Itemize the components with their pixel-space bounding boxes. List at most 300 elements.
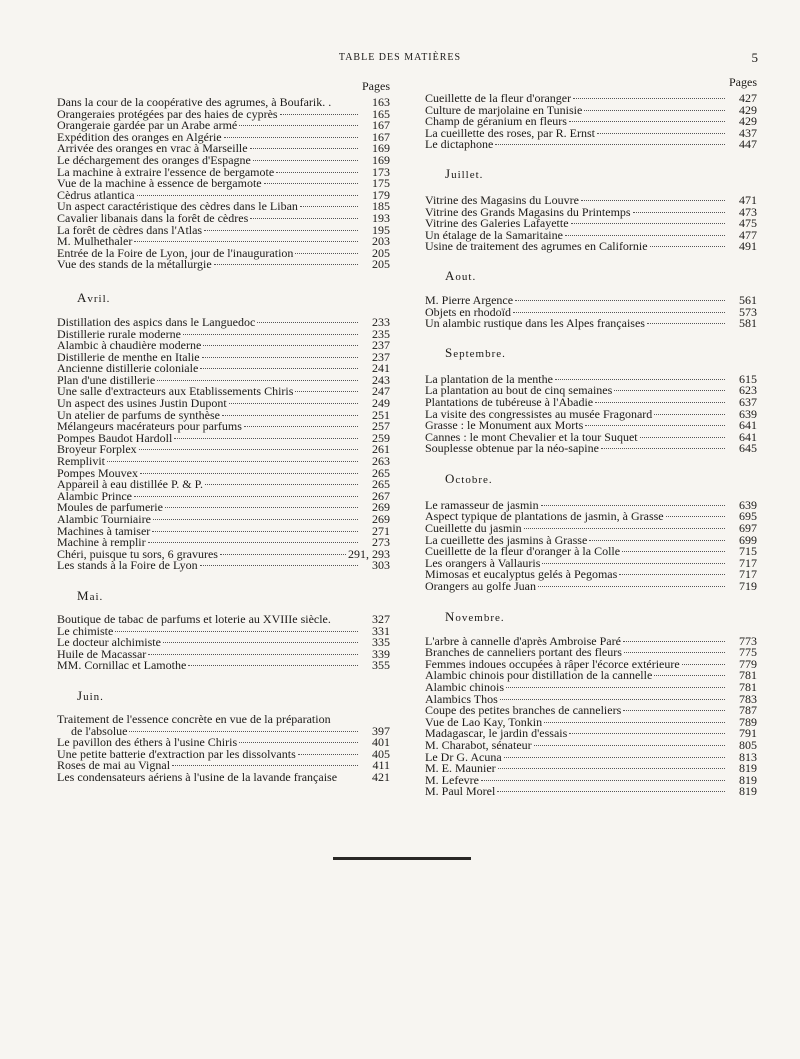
entry-title: Vue de Lao Kay, Tonkin [425,714,543,729]
dot-leader [581,200,725,201]
dot-leader [250,218,358,219]
entry-title: M. Paul Morel [425,784,496,799]
entry-title: Branches de canneliers portant des fleurs [425,645,622,660]
dot-leader [513,312,725,313]
entry-title: Culture de marjolaine en Tunisie [425,102,583,117]
dot-leader [666,516,725,517]
entry-page-number: 233 [372,314,390,329]
entry-title: Boutique de tabac de parfums et loterie au XVIIIe siècle. [57,611,331,626]
page-number: 5 [751,50,758,65]
entry-title: Femmes indoues occupées à râper l'écorce extérieure [425,656,680,671]
dot-leader [534,745,725,746]
dot-leader [571,223,725,224]
entry-page-number: 303 [372,558,390,573]
dot-leader [481,780,725,781]
dot-leader [654,414,725,415]
dot-leader [633,212,725,213]
dot-leader [585,425,725,426]
dot-leader [183,334,358,335]
entry-title: Champ de géranium en fleurs [425,114,567,129]
dot-leader [276,172,358,173]
dot-leader [157,380,358,381]
dot-leader [640,437,725,438]
toc-entry [57,769,390,784]
dot-leader [205,484,358,485]
entry-page-number: 429 [739,114,757,129]
dot-leader [498,768,725,769]
entry-page-number: 193 [372,210,390,225]
entry-page-number: 615 [739,371,757,386]
entry-title: Les orangers à Vallauris [425,555,541,570]
entry-title: Chéri, puisque tu sors, 6 gravures [57,546,218,561]
entry-title: Distillerie rurale moderne [57,326,181,341]
dot-leader [137,195,358,196]
entry-page-number: 421 [372,769,390,784]
entry-page-number: 791 [739,726,757,741]
dot-leader [614,390,725,391]
entry-page-number: 327 [372,611,390,626]
dot-leader [172,765,358,766]
dot-leader [200,368,358,369]
entry-title: Une salle d'extracteurs aux Etablissements Chiris [57,384,294,399]
entry-page-number: 405 [372,746,390,761]
entry-title: Ancienne distillerie coloniale [57,361,199,376]
entry-title: Alambics Thos [425,691,498,706]
entry-page-number: 205 [372,245,390,260]
dot-leader [544,722,725,723]
entry-title: Remplivit [57,454,105,469]
dot-leader [298,754,358,755]
dot-leader [222,415,358,416]
entry-page-number: 185 [372,199,390,214]
dot-leader [188,665,358,666]
entry-title: La forêt de cèdres dans l'Atlas [57,222,203,237]
month-heading-juillet: Juillet. [445,165,484,181]
dot-leader [524,528,725,529]
entry-title: Broyeur Forplex [57,442,137,457]
entry-page-number: 237 [372,349,390,364]
entry-title: de l'absolue [71,723,128,738]
entry-title: Orangeraies protégées par des haies de cyprès [57,106,278,121]
dot-leader [250,148,358,149]
entry-title: Objets en rhodoïd [425,304,511,319]
entry-page-number: 175 [372,176,390,191]
entry-title: Un alambic rustique dans les Alpes françaises [425,316,645,331]
entry-title: Les condensateurs aériens à l'usine de la lavande française [57,769,338,784]
entry-title: Le dictaphone [425,137,494,152]
entry-page-number: 259 [372,430,390,445]
toc-entry [57,660,390,672]
entry-title: Vitrine des Magasins du Louvre [425,192,579,207]
dot-leader [504,757,725,758]
section-intro [57,97,390,271]
dot-leader [569,121,725,122]
month-heading-novembre: Novembre. [445,608,505,624]
entry-title: Souplesse obtenue par la néo-sapine [425,441,599,456]
month-heading-mai: Mai. [77,587,104,603]
entry-title: Les stands à la Foire de Lyon [57,558,198,573]
entry-title: M. Charabot, sénateur [425,737,532,752]
dot-leader [555,379,725,380]
entry-page-number: 237 [372,338,390,353]
dot-leader [624,652,725,653]
entry-title: Vue de la machine à essence de bergamote [57,176,262,191]
dot-leader [174,438,358,439]
entry-page-number: 813 [739,749,757,764]
entry-title: Un atelier de parfums de synthèse [57,407,220,422]
entry-page-number: 623 [739,383,757,398]
dot-leader [153,519,358,520]
entry-title: La machine à extraire l'essence de bergamote [57,164,275,179]
entry-title: Un étalage de la Samaritaine [425,227,563,242]
dot-leader [220,554,346,555]
entry-page-number: 637 [739,394,757,409]
section-aout [425,292,757,331]
dot-leader [573,98,725,99]
section-intro [425,93,757,151]
entry-page-number: 165 [372,106,390,121]
entry-page-number: 819 [739,772,757,787]
entry-page-number: 261 [372,442,390,457]
dot-leader [107,461,358,462]
entry-title: Mélangeurs macérateurs pour parfums [57,419,242,434]
toc-entry [425,443,757,455]
entry-title: L'arbre à cannelle d'après Ambroise Paré [425,633,621,648]
dot-leader [495,144,725,145]
entry-title: Alambic chinois pour distillation de la cannelle [425,668,653,683]
entry-page-number: 779 [739,656,757,671]
entry-title: Entrée de la Foire de Lyon, jour de l'inauguration [57,245,294,260]
entry-title: Le docteur alchimiste [57,635,161,650]
entry-page-number: 427 [739,91,757,105]
entry-page-number: 773 [739,633,757,648]
entry-page-number: 339 [372,646,390,661]
left-column [57,80,390,784]
pages-heading: Pages [729,75,757,89]
dot-leader [647,323,725,324]
entry-title: Pompes Mouvex [57,465,138,480]
entry-title: Coupe des petites branches de canneliers [425,703,622,718]
entry-title: Le pavillon des éthers à l'usine Chiris [57,735,238,750]
entry-page-number: 167 [372,118,390,133]
entry-page-number: 265 [372,465,390,480]
entry-page-number: 781 [739,680,757,694]
entry-page-number: 291, 293 [348,546,390,561]
dot-leader [203,345,358,346]
dot-leader [623,641,725,642]
dot-leader [300,206,358,207]
running-title: TABLE DES MATIÈRES [338,52,462,63]
entry-title: Huile de Macassar [57,646,147,661]
dot-leader [589,540,725,541]
entry-page-number: 783 [739,691,757,706]
dot-leader [202,357,358,358]
section-octobre [425,497,757,594]
entry-page-number: 169 [372,152,390,167]
dot-leader [264,183,358,184]
entry-page-number: 471 [739,192,757,207]
entry-page-number: 805 [739,737,757,752]
month-heading-septembre: Septembre. [445,344,506,360]
dot-leader [622,551,725,552]
entry-title: Une petite batterie d'extraction par les dissolvants [57,746,296,761]
entry-title: Vitrine des Grands Magasins du Printemps [425,204,631,219]
entry-page-number: 447 [739,137,757,152]
entry-page-number: 775 [739,645,757,660]
entry-title: Le déchargement des oranges d'Espagne [57,152,251,167]
entry-page-number: 397 [372,723,390,738]
dot-leader [129,731,358,732]
dot-leader [244,426,358,427]
dot-leader [257,322,358,323]
entry-page-number: 717 [739,555,757,570]
dot-leader [295,391,358,392]
entry-title: Dans la cour de la coopérative des agrumes, à Boufarik. . [57,95,332,109]
entry-page-number: 265 [372,477,390,492]
entry-title: Mimosas et eucalyptus gelés à Pegomas [425,567,618,582]
section-septembre [425,371,757,456]
entry-title: Traitement de l'essence concrète en vue de la préparation [57,711,331,726]
dot-leader [239,742,358,743]
entry-page-number: 641 [739,429,757,444]
dot-leader [214,264,358,265]
dot-leader [506,687,725,688]
section-avril [57,314,390,573]
entry-page-number: 241 [372,361,390,376]
dot-leader [597,133,725,134]
entry-page-number: 249 [372,396,390,411]
dot-leader [565,235,725,236]
right-column [425,76,757,798]
entry-title: Alambic Tourniaire [57,512,151,526]
entry-page-number: 473 [739,204,757,219]
dot-leader [148,654,358,655]
entry-page-number: 335 [372,635,390,650]
dot-leader [295,253,358,254]
entry-page-number: 269 [372,512,390,526]
toc-entry [425,581,757,593]
dot-leader [601,448,725,449]
entry-title: Roses de mai au Vignal [57,758,171,773]
dot-leader [654,675,725,676]
section-novembre [425,633,757,799]
entry-page-number: 717 [739,567,757,582]
entry-title: Machines à tamiser [57,523,151,538]
toc-entry [425,318,757,330]
entry-page-number: 437 [739,125,757,140]
dot-leader [650,246,725,247]
entry-title: Alambic Prince [57,488,132,503]
entry-title: Un aspect caractéristique des cèdres dans le Liban [57,199,298,214]
entry-page-number: 697 [739,521,757,536]
entry-title: M. Pierre Argence [425,292,514,307]
entry-page-number: 355 [372,658,390,673]
section-mai [57,611,390,673]
entry-title: Cavalier libanais dans la forêt de cèdres [57,210,249,225]
toc-entry [57,560,390,572]
dot-leader [595,402,725,403]
entry-page-number: 235 [372,326,390,341]
entry-title: Appareil à eau distillée P. & P. [57,477,203,492]
entry-page-number: 401 [372,735,390,750]
entry-title: M. Lefevre [425,772,479,787]
entry-title: Aspect typique de plantations de jasmin, à Grasse [425,509,664,524]
entry-page-number: 263 [372,454,390,469]
toc-entry [425,786,757,798]
entry-title: Machine à remplir [57,535,146,550]
entry-page-number: 251 [372,407,390,422]
dot-leader [229,403,358,404]
entry-page-number: 195 [372,222,390,237]
entry-page-number: 257 [372,419,390,434]
entry-title: MM. Cornillac et Lamothe [57,658,187,673]
entry-page-number: 475 [739,216,757,231]
dot-leader [500,699,725,700]
dot-leader [682,664,725,665]
entry-title: Le Dr G. Acuna [425,749,502,764]
month-heading-avril: Avril. [77,289,111,305]
entry-page-number: 695 [739,509,757,524]
entry-title: Cèdrus atlantica [57,187,135,202]
dot-leader [619,574,725,575]
section-juillet [425,192,757,254]
entry-title: Orangeraie gardée par un Arabe armé [57,118,238,133]
entry-title: Un aspect des usines Justin Dupont [57,396,227,411]
toc-entry [425,241,757,253]
entry-title: Orangers au golfe Juan [425,579,536,594]
entry-page-number: 639 [739,497,757,512]
month-heading-octobre: Octobre. [445,470,493,486]
entry-title: Expédition des oranges en Algérie [57,129,222,144]
entry-page-number: 561 [739,292,757,307]
entry-page-number: 173 [372,164,390,179]
dot-leader [623,710,725,711]
entry-title: Alambic à chaudière moderne [57,338,202,353]
entry-page-number: 167 [372,129,390,144]
section-juin [57,711,390,784]
entry-page-number: 247 [372,384,390,399]
entry-page-number: 243 [372,372,390,387]
month-heading-juin: Juin. [77,687,104,703]
entry-page-number: 639 [739,406,757,421]
entry-page-number: 271 [372,523,390,538]
dot-leader [253,160,358,161]
entry-title: Moules de parfumerie [57,500,163,515]
entry-page-number: 641 [739,418,757,433]
entry-title: Le chimiste [57,623,114,638]
dot-leader [134,241,358,242]
entry-title: Grasse : le Monument aux Morts [425,418,584,433]
entry-page-number: 699 [739,532,757,547]
dot-leader [239,125,358,126]
page-header [0,52,800,72]
entry-title: Pompes Baudot Hardoll [57,430,173,445]
entry-title: Cueillette de la fleur d'oranger [425,91,572,105]
entry-title: La plantation de la menthe [425,371,553,386]
entry-title: La plantation au bout de cinq semaines [425,383,613,398]
entry-title: Cannes : le mont Chevalier et la tour Suquet [425,429,638,444]
entry-title: Plantations de tubéreuse à l'Abadie [425,394,594,409]
entry-title: Cueillette de la fleur d'oranger à la Colle [425,544,621,559]
dot-leader [152,531,358,532]
dot-leader [200,565,358,566]
entry-title: Usine de traitement des agrumes en Californie [425,239,648,254]
dot-leader [140,473,358,474]
dot-leader [542,563,725,564]
dot-leader [515,300,725,301]
entry-title: Vue des stands de la métallurgie [57,257,212,272]
entry-title: La cueillette des jasmins à Grasse [425,532,588,547]
dot-leader [538,586,725,587]
entry-page-number: 267 [372,488,390,503]
dot-leader [569,733,725,734]
entry-page-number: 205 [372,257,390,272]
dot-leader [115,631,358,632]
dot-leader [280,114,358,115]
entry-page-number: 163 [372,95,390,109]
entry-page-number: 787 [739,703,757,718]
dot-leader [541,505,725,506]
entry-title: Arrivée des oranges en vrac à Marseille [57,141,248,156]
entry-page-number: 581 [739,316,757,331]
entry-page-number: 715 [739,544,757,559]
entry-title: La cueillette des roses, par R. Ernst [425,125,595,140]
entry-title: Cueillette du jasmin [425,521,522,536]
toc-entry [57,444,390,456]
entry-title: Vitrine des Galeries Lafayette [425,216,569,231]
entry-page-number: 411 [372,758,390,773]
entry-page-number: 331 [372,623,390,638]
entry-title: Le ramasseur de jasmin [425,497,539,512]
entry-page-number: 573 [739,304,757,319]
dot-leader [139,449,358,450]
entry-page-number: 819 [739,784,757,799]
entry-page-number: 477 [739,227,757,242]
entry-page-number: 819 [739,761,757,776]
dot-leader [204,230,358,231]
entry-page-number: 269 [372,500,390,515]
entry-page-number: 169 [372,141,390,156]
entry-page-number: 781 [739,668,757,683]
entry-page-number: 491 [739,239,757,254]
entry-page-number: 429 [739,102,757,117]
dot-leader [163,642,358,643]
entry-page-number: 719 [739,579,757,594]
entry-title: Madagascar, le jardin d'essais [425,726,568,741]
month-heading-aout: Aout. [445,267,477,283]
entry-title: Plan d'une distillerie [57,372,156,387]
entry-title: M. Mulhethaler [57,234,133,249]
entry-page-number: 273 [372,535,390,550]
entry-title: M. E. Maunier [425,761,496,776]
dot-leader [497,791,725,792]
dot-leader [584,110,725,111]
entry-page-number: 645 [739,441,757,456]
dot-leader [224,137,358,138]
closing-rule [333,857,471,860]
entry-title: Distillerie de menthe en Italie [57,349,200,364]
entry-title: Alambic chinois [425,680,504,694]
dot-leader [134,496,358,497]
toc-entry [57,259,390,271]
entry-page-number: 179 [372,187,390,202]
entry-page-number: 203 [372,234,390,249]
dot-leader [165,507,358,508]
entry-title: Distillation des aspics dans le Languedoc [57,314,256,329]
entry-page-number: 789 [739,714,757,729]
entry-title: La visite des congressistes au musée Fragonard [425,406,653,421]
dot-leader [148,542,358,543]
